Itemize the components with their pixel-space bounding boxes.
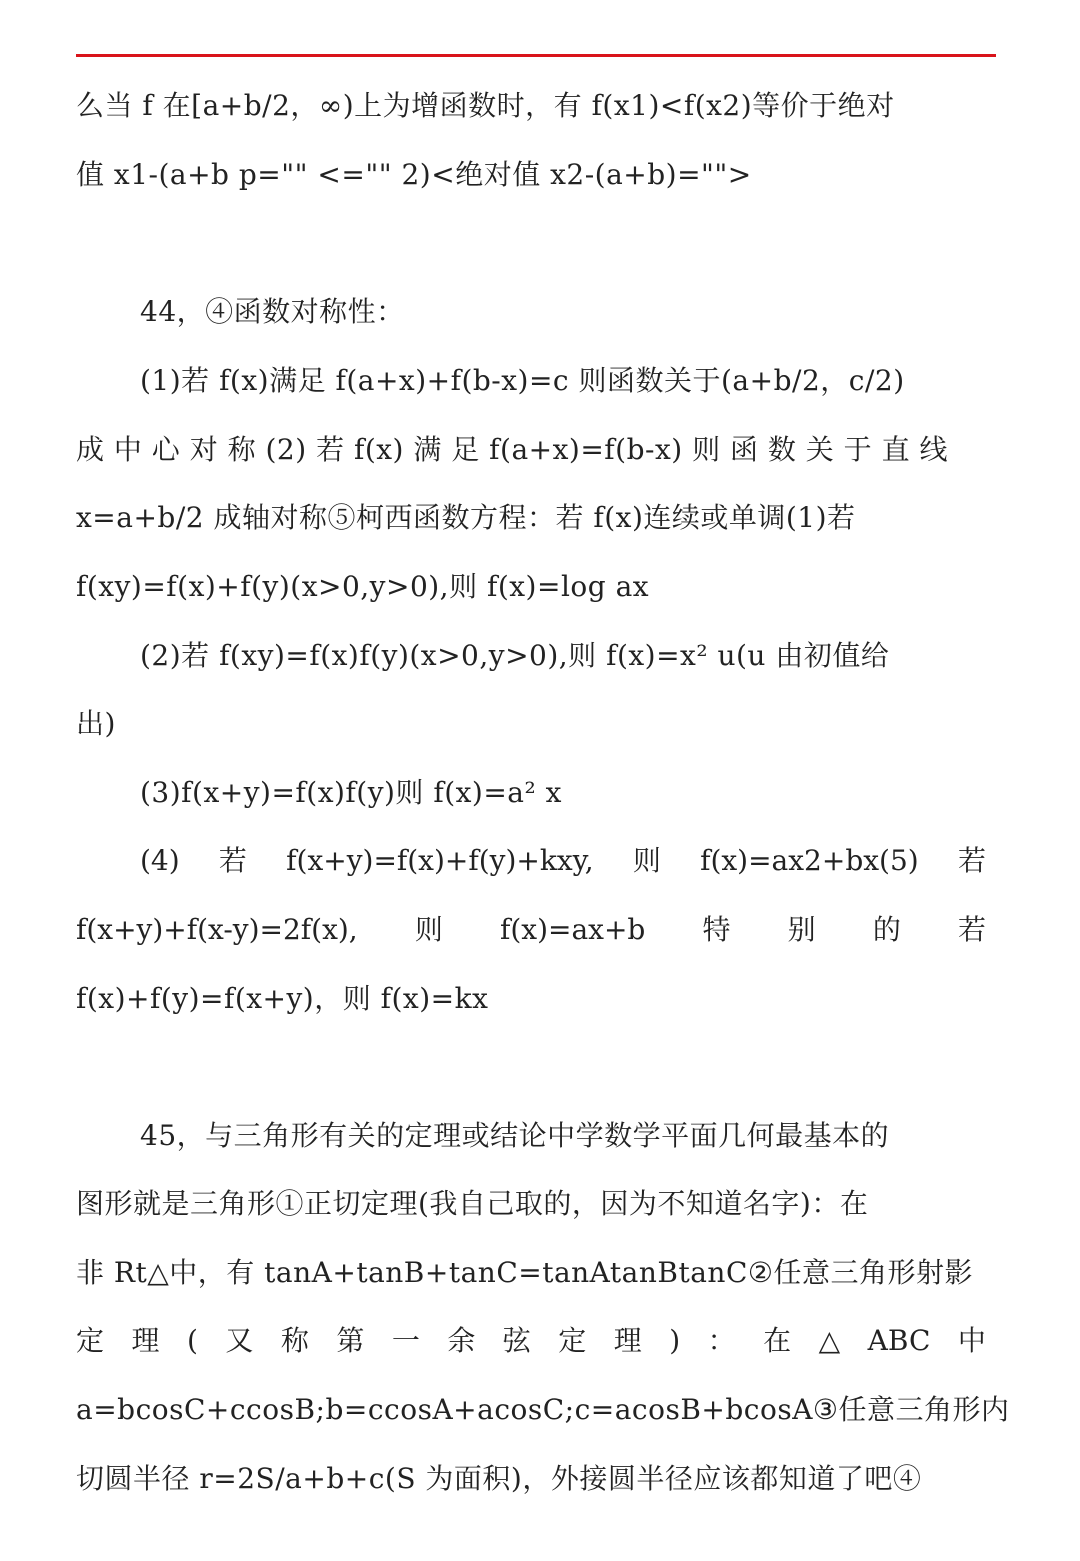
- text-token: 弦: [502, 1324, 531, 1357]
- text-line: f(xy)=f(x)+f(y)(x>0,y>0),则 f(x)=log ax: [76, 570, 650, 603]
- text-token: 在: [763, 1324, 792, 1357]
- text-line: (2)若 f(xy)=f(x)f(y)(x>0,y>0),则 f(x)=x² u(u 由初值给: [140, 639, 890, 672]
- text-token: f(x+y)=f(x)+f(y)+kxy,: [286, 844, 594, 877]
- text-token: f(x+y)+f(x-y)=2f(x),: [76, 913, 358, 946]
- text-token: ABC: [867, 1324, 931, 1357]
- text-line: 么当 f 在[a+b/2，∞)上为增函数时，有 f(x1)<f(x2)等价于绝对: [76, 89, 895, 122]
- text-token: 中: [957, 1324, 986, 1357]
- text-token: 若: [218, 844, 247, 877]
- text-token: 余: [447, 1324, 476, 1357]
- text-token: f(x)=ax+b: [500, 913, 646, 946]
- text-token: 别: [787, 913, 816, 946]
- text-line: 成 中 心 对 称 (2) 若 f(x) 满 足 f(a+x)=f(b-x) 则 函 数 关 于 直 线: [76, 433, 948, 466]
- text-token: △: [818, 1324, 841, 1357]
- text-line: f(x)+f(y)=f(x+y)，则 f(x)=kx: [76, 982, 489, 1015]
- text-line: x=a+b/2 成轴对称⑤柯西函数方程：若 f(x)连续或单调(1)若: [76, 501, 856, 534]
- text-line: (1)若 f(x)满足 f(a+x)+f(b-x)=c 则函数关于(a+b/2，c/2): [140, 364, 905, 397]
- text-token: (4): [140, 844, 180, 877]
- text-token: 的: [872, 913, 901, 946]
- text-token: ): [669, 1324, 681, 1357]
- text-line: 图形就是三角形①正切定理(我自己取的，因为不知道名字)：在: [76, 1187, 869, 1220]
- text-token: 特: [702, 913, 731, 946]
- text-line-justified: [140, 841, 986, 881]
- text-token: 若: [957, 844, 986, 877]
- text-token: 一: [391, 1324, 420, 1357]
- text-token: 理: [613, 1324, 642, 1357]
- text-line-justified: [76, 910, 986, 950]
- text-token: 则: [414, 913, 443, 946]
- text-line: 出): [76, 707, 116, 740]
- text-token: 定: [558, 1324, 587, 1357]
- text-token: ：: [707, 1324, 736, 1357]
- text-line: 切圆半径 r=2S/a+b+c(S 为面积)，外接圆半径应该都知道了吧④: [76, 1462, 922, 1495]
- text-token: (: [186, 1324, 198, 1357]
- text-token: f(x)=ax2+bx(5): [700, 844, 919, 877]
- text-token: 又: [225, 1324, 254, 1357]
- text-line: 值 x1-(a+b p="" <="" 2)<绝对值 x2-(a+b)="">: [76, 158, 752, 191]
- header-rule: [76, 54, 996, 57]
- text-token: 则: [632, 844, 661, 877]
- text-line-justified: [76, 1321, 986, 1361]
- text-token: 若: [957, 913, 986, 946]
- text-line: 非 Rt△中，有 tanA+tanB+tanC=tanAtanBtanC②任意三角形射影: [76, 1256, 973, 1289]
- text-token: 理: [131, 1324, 160, 1357]
- section-heading-45: 45，与三角形有关的定理或结论中学数学平面几何最基本的: [140, 1119, 890, 1152]
- text-token: 称: [280, 1324, 309, 1357]
- text-line: a=bcosC+ccosB;b=ccosA+acosC;c=acosB+bcosA③任意三角形内: [76, 1393, 1010, 1426]
- text-line: (3)f(x+y)=f(x)f(y)则 f(x)=a² x: [140, 776, 562, 809]
- text-token: 第: [336, 1324, 365, 1357]
- section-heading-44: 44，④函数对称性：: [140, 295, 405, 328]
- text-token: 定: [76, 1324, 105, 1357]
